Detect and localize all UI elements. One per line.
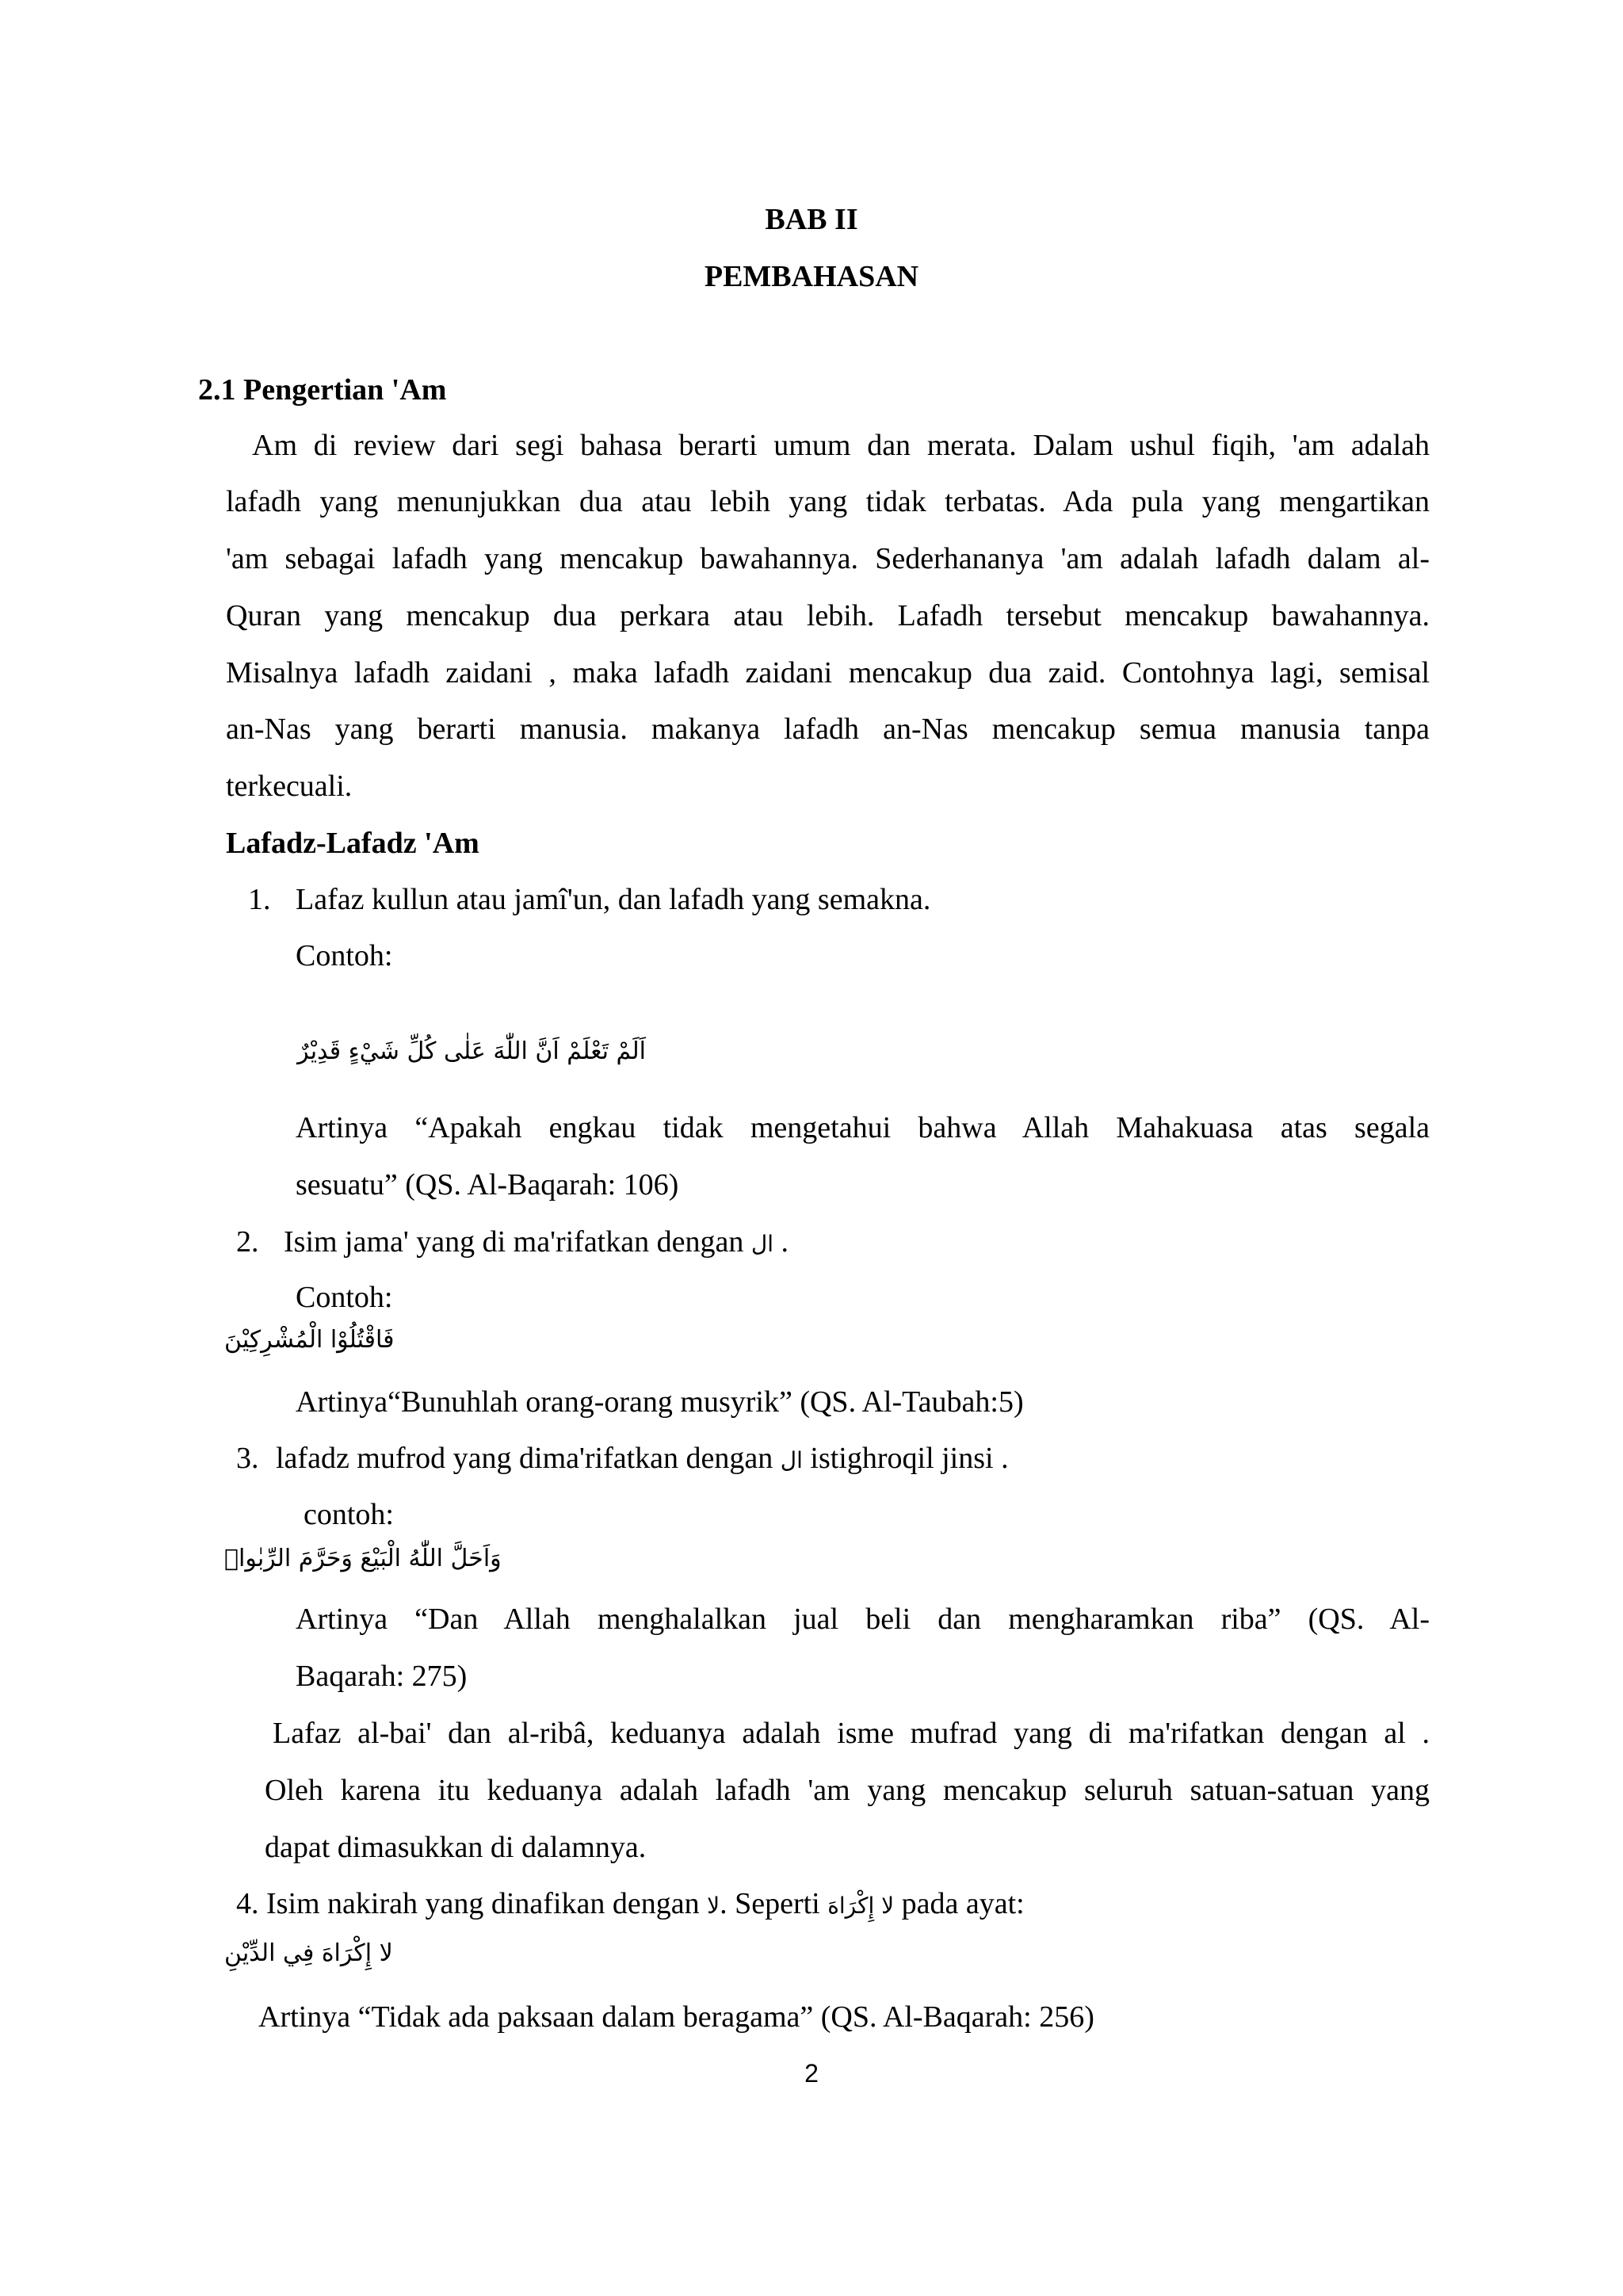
item-text <box>276 1443 1009 1473</box>
arabic-phrase: لا إِكْرَاهَ <box>827 1893 895 1919</box>
meaning-line: Artinya “Apakah engkau tidak mengetahui bahwa Allah Mahakuasa atas segala <box>296 1111 1430 1144</box>
paragraph-line: 'am sebagai lafadh yang mencakup bawahannya. Sederhananya 'am adalah lafadh dalam al- <box>226 542 1430 575</box>
item-text-main: 4. Isim nakirah yang dinafikan dengan <box>236 1887 700 1920</box>
meaning-line: Artinya “Tidak ada paksaan dalam beragama” (QS. Al-Baqarah: 256) <box>258 2000 1094 2034</box>
example-label: Contoh: <box>296 939 393 972</box>
example-label: contoh: <box>304 1498 394 1531</box>
item-text: Lafaz kullun atau jamî'un, dan lafadh yang semakna. <box>296 883 931 916</box>
arabic-particle: ال <box>780 1447 803 1473</box>
item-text <box>236 1889 1025 1919</box>
item-text-end: . <box>773 1225 789 1259</box>
item-text-main: Isim jama' yang di ma'rifatkan dengan <box>284 1225 744 1259</box>
item-text-end: istighroqil jinsi . <box>810 1442 1009 1475</box>
page-number: 2 <box>804 2059 819 2088</box>
note-line: Oleh karena itu keduanya adalah lafadh 'am yang mencakup seluruh satuan-satuan yang <box>265 1774 1430 1807</box>
arabic-particle: لا <box>707 1893 720 1919</box>
paragraph-line: Quran yang mencakup dua perkara atau lebih. Lafadh tersebut mencakup bawahannya. <box>226 599 1430 632</box>
arabic-verse: فَاقْتُلُوْا الْمُشْرِكِيْنَ <box>224 1326 395 1354</box>
paragraph-line: an-Nas yang berarti manusia. makanya lafadh an-Nas mencakup semua manusia tanpa <box>226 712 1430 746</box>
chapter-title: PEMBAHASAN <box>704 260 919 293</box>
arabic-verse: وَاَحَلَّ اللّٰهُ الْبَيْعَ وَحَرَّمَ الرِّبٰواۗ <box>224 1545 502 1572</box>
meaning-line: Baqarah: 275) <box>296 1660 468 1693</box>
paragraph-line: Misalnya lafadh zaidani , maka lafadh zaidani mencakup dua zaid. Contohnya lagi, semisal <box>226 656 1430 690</box>
arabic-verse: لا إِكْرَاهَ فِي الدِّيْنِ <box>224 1939 393 1967</box>
meaning-line: sesuatu” (QS. Al-Baqarah: 106) <box>296 1168 679 1201</box>
example-label: Contoh: <box>296 1281 393 1314</box>
paragraph-line: terkecuali. <box>226 770 353 803</box>
note-line: Lafaz al-bai' dan al-ribâ, keduanya adalah isme mufrad yang di ma'rifatkan dengan al . <box>273 1717 1430 1750</box>
chapter-label: BAB II <box>765 203 858 236</box>
note-line: dapat dimasukkan di dalamnya. <box>265 1831 647 1864</box>
subheading: Lafadz-Lafadz 'Am <box>226 827 479 860</box>
paragraph-line: lafadh yang menunjukkan dua atau lebih yang tidak terbatas. Ada pula yang mengartikan <box>226 485 1430 518</box>
item-text <box>284 1227 789 1257</box>
item-number: 2. <box>236 1225 259 1259</box>
section-heading: 2.1 Pengertian 'Am <box>198 373 447 407</box>
item-number: 3. <box>236 1442 259 1475</box>
paragraph-line: Am di review dari segi bahasa berarti umum dan merata. Dalam ushul fiqih, 'am adalah <box>252 429 1430 462</box>
meaning-line: Artinya“Bunuhlah orang-orang musyrik” (QS. Al-Taubah:5) <box>296 1385 1024 1419</box>
meaning-line: Artinya “Dan Allah menghalalkan jual beli dan mengharamkan riba” (QS. Al- <box>296 1603 1430 1636</box>
arabic-verse: اَلَمْ تَعْلَمْ اَنَّ اللّٰهَ عَلٰى كُلِّ شَيْءٍ قَدِيْرٌ <box>297 1037 646 1065</box>
item-text-end: pada ayat: <box>901 1887 1025 1920</box>
item-text-mid: . Seperti <box>720 1887 820 1920</box>
arabic-particle: ال <box>750 1231 773 1257</box>
item-text-main: lafadz mufrod yang dima'rifatkan dengan <box>276 1442 773 1475</box>
item-number: 1. <box>248 883 271 916</box>
